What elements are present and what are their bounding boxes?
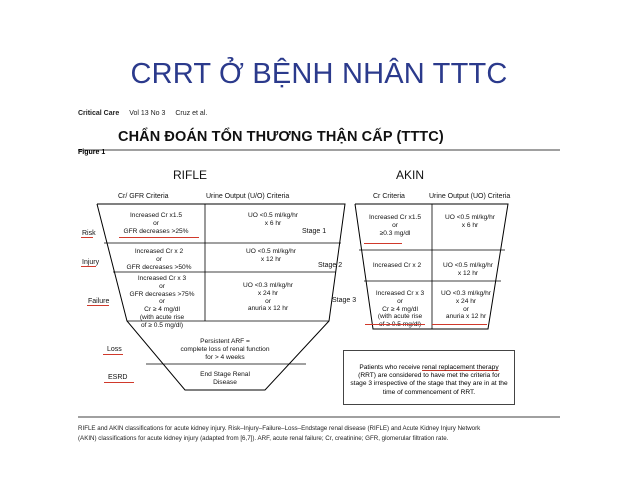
rifle-risk-uo: UO <0.5 ml/kg/hr x 6 hr [247,212,299,227]
akin-rrt-note: Patients who receive renal replacement therapy (RRT) are considered to have met the criteria for stage 3 irrespective of the stage that they are in at the time of commencement of RRT. [343,350,515,405]
akin-cr-header: Cr Criteria [373,193,405,200]
journal-authors: Cruz et al. [175,110,208,117]
annotation-underline-risk [81,237,93,238]
annotation-underline-esrd [104,382,134,383]
annotation-underline-gfr [119,237,199,238]
annotation-underline-loss [103,354,123,355]
annotation-underline-injury [81,266,96,267]
akin-s1-cr: Increased Cr x1.5 or ≥0.3 mg/dl [368,214,422,237]
akin-s2-cr: Increased Cr x 2 [372,262,422,269]
stage-1-label: Stage 1 [302,228,327,235]
rrt-link-text: renal replacement therapy [422,364,499,371]
annotation-underline-failure [87,305,109,306]
annotation-underline-akin-s1 [364,243,402,244]
rifle-cr-header: Cr/ GFR Criteria [118,193,169,200]
akin-s1-uo: UO <0.5 ml/kg/hr x 6 hr [444,214,496,229]
stage-2-label: Stage 2 [318,262,343,269]
figure-caption: RIFLE and AKIN classifications for acute kidney injury. Risk–Injury–Failure–Loss–Endstage renal disease (RIFLE) and Acute Kidney Injury Network (AKIN) classifications for acute kidney injury (adapted from [6,7]). ARF, acute renal failure; Cr, creatinine; GFR, glomerular filtration rate. [78,425,481,442]
rifle-title: RIFLE [173,168,208,182]
journal-volume: Vol 13 No 3 [129,110,166,117]
figure-label: Figure 1 [78,149,106,156]
stage-3-label: Stage 3 [332,297,357,304]
rifle-risk-cr: Increased Cr x1.5 or GFR decreases >25% [123,212,189,235]
akin-s3-cr: Increased Cr x 3 or Cr ≥ 4 mg/dl (with acute rise [375,290,425,321]
rifle-esrd-text: End Stage Renal Disease [200,371,250,386]
rifle-injury-cr: Increased Cr x 2 or GFR decreases >50% [126,248,192,271]
akin-s2-uo: UO <0.5 ml/kg/hr x 12 hr [442,262,494,277]
annotation-underline-akin-s3 [365,324,425,325]
slide-title: CRRT Ở BỆNH NHÂN TTTC [130,58,508,90]
level-risk: Risk [82,230,96,237]
level-failure: Failure [88,298,110,305]
level-loss: Loss [107,346,122,353]
rifle-failure-uo: UO <0.3 ml/kg/hr x 24 hr or anuria x 12 hr [242,282,294,313]
annotation-underline-akin-s3-uo [432,324,487,325]
rifle-failure-cr: Increased Cr x 3 or GFR decreases >75% or Cr ≥ 4 mg/dl (with acute rise of ≥ 0.5 mg/dl) [129,275,195,329]
rifle-injury-uo: UO <0.5 ml/kg/hr x 12 hr [245,248,297,263]
akin-s3-uo: UO <0.3 ml/kg/hr x 24 hr or anuria x 12 hr [440,290,492,321]
rifle-uo-header: Urine Output (U/O) Criteria [206,193,290,200]
level-esrd: ESRD [108,374,128,381]
akin-title: AKIN [396,168,425,182]
rifle-loss-text: Persistent ARF = complete loss of renal function for > 4 weeks [180,338,270,361]
overlay-title: CHẨN ĐOÁN TỔN THƯƠNG THẬN CẤP (TTTC) [118,129,444,145]
journal-name: Critical Care [78,110,120,117]
level-injury: Injury [82,259,100,266]
akin-uo-header: Urine Output (UO) Criteria [429,193,511,200]
